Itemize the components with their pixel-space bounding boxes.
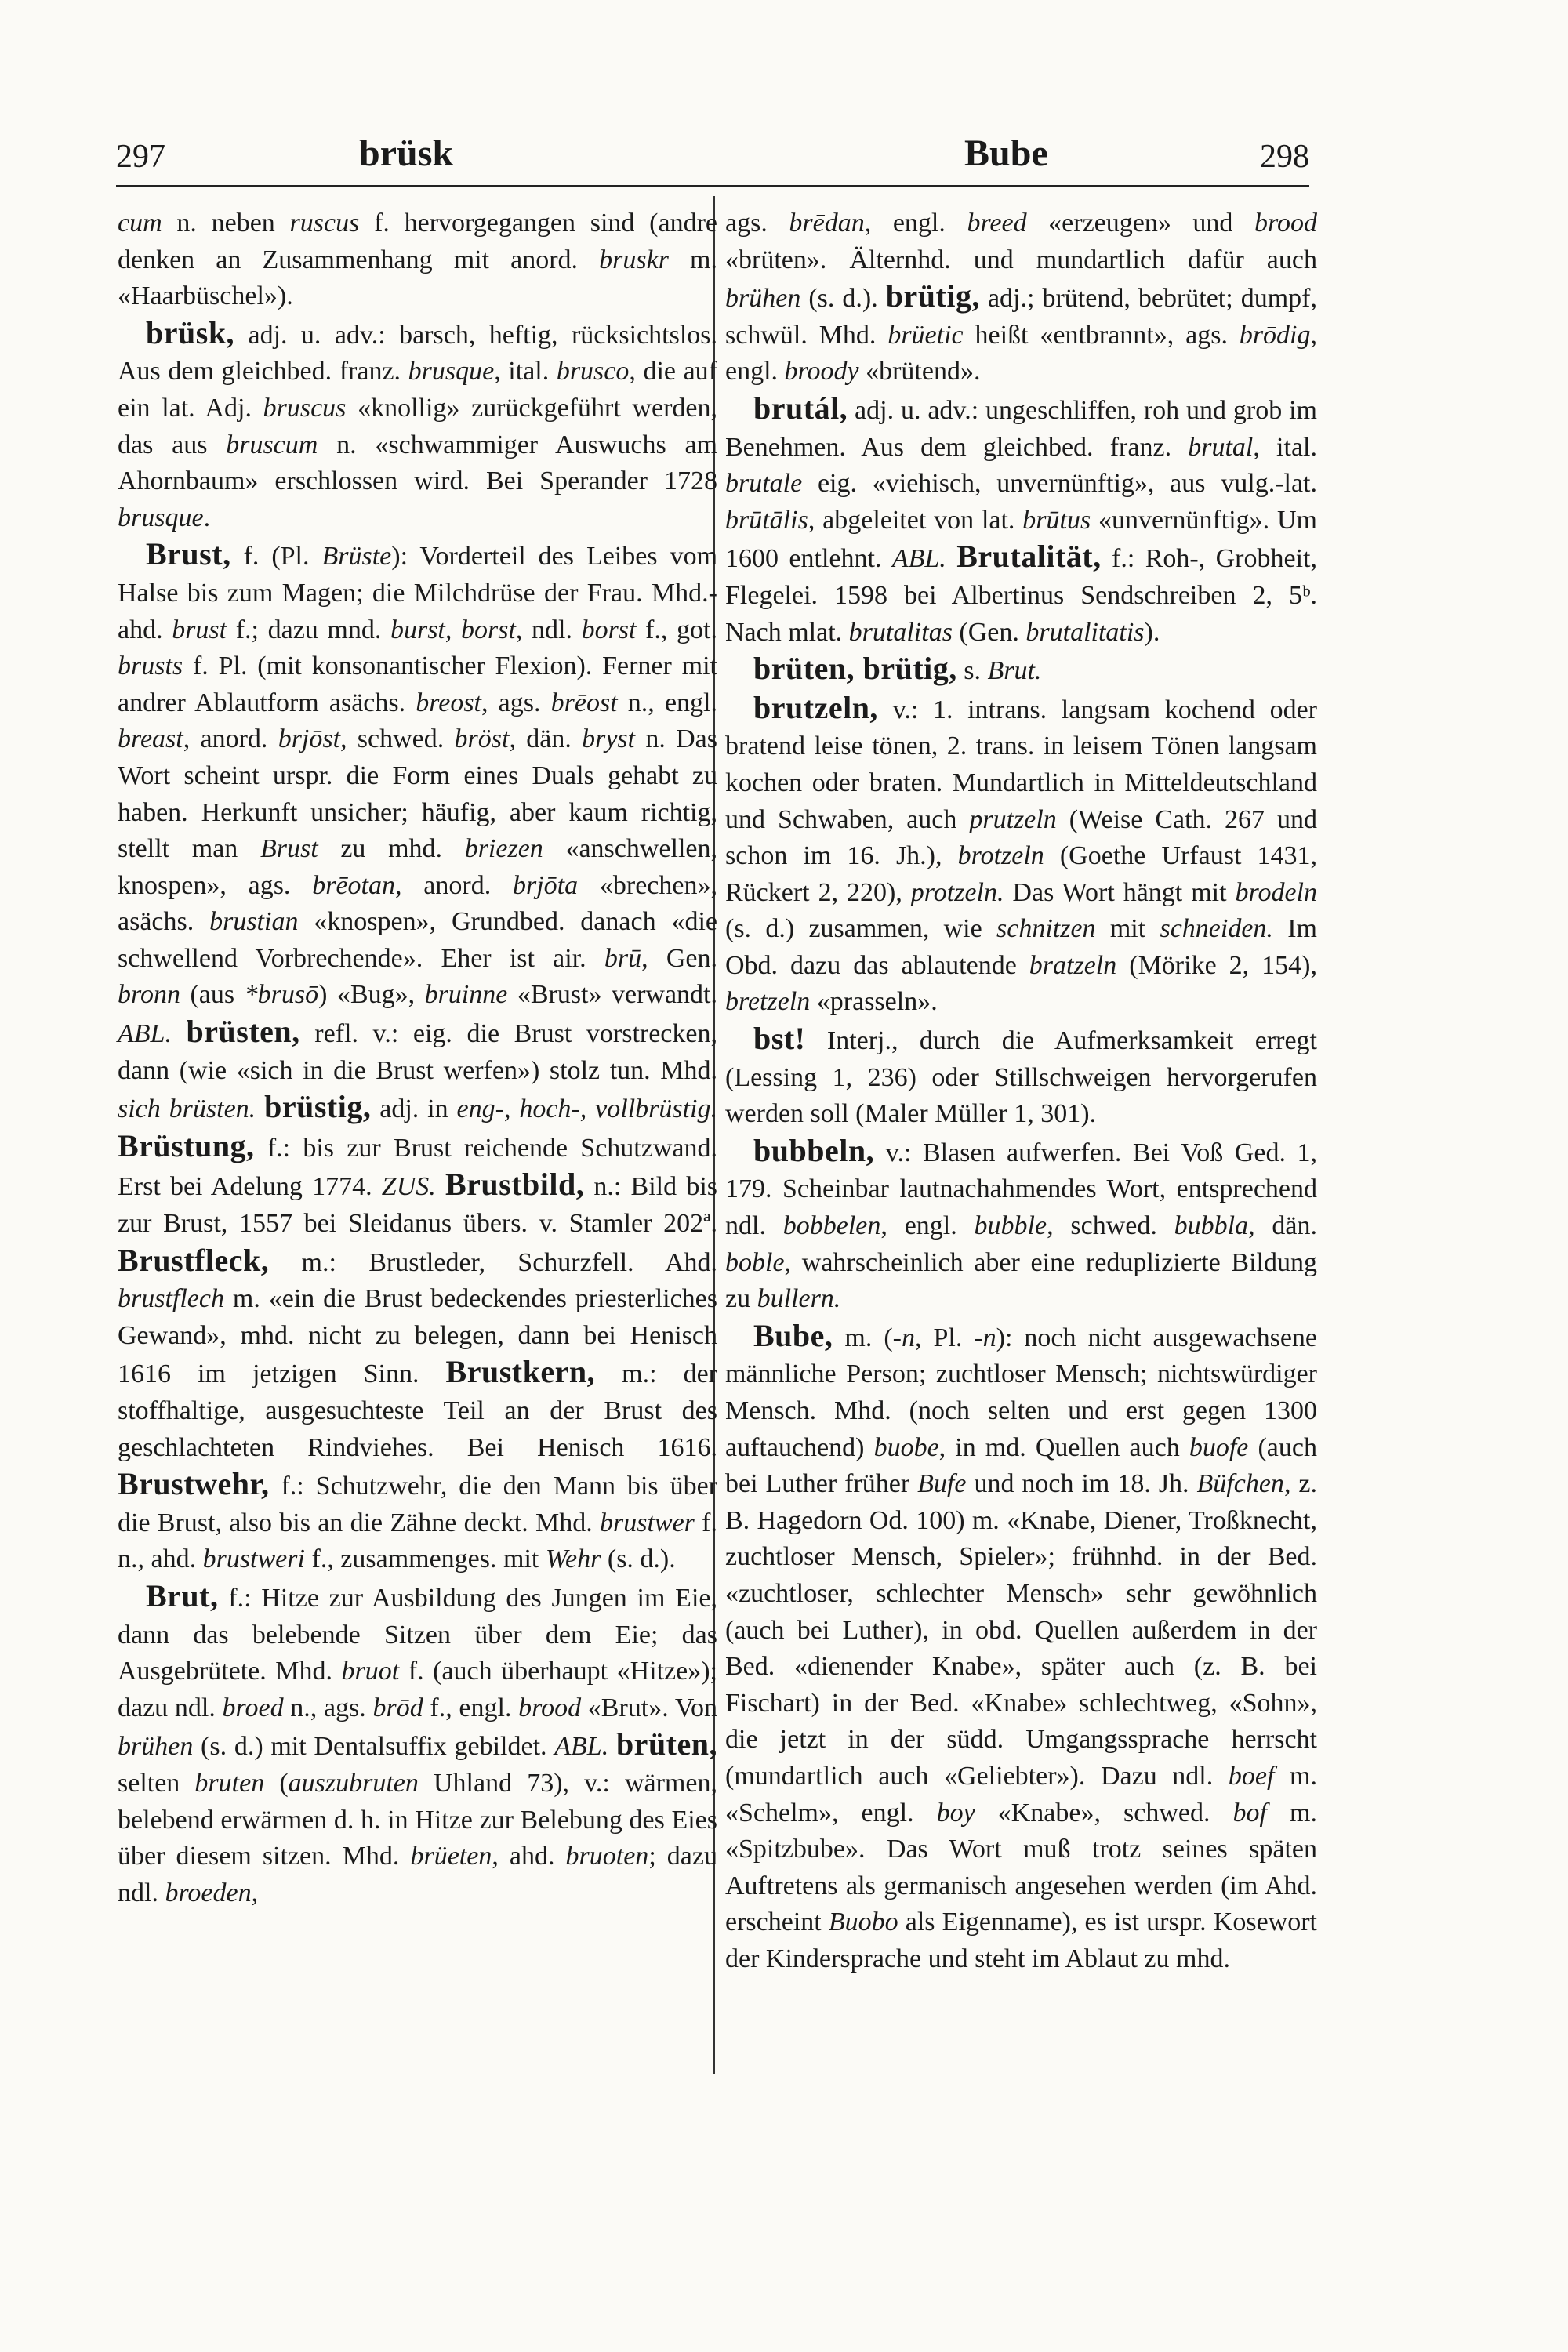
cited-form: bobbelen — [782, 1211, 881, 1241]
headword: brüten, brütig, — [753, 651, 957, 687]
definition-text: f.: Schutzwehr, die den Mann bis über die Brust, also bis an die Zähne deckt. Mhd. — [118, 1472, 717, 1537]
definition-text: ; dazu ndl. — [118, 1842, 717, 1907]
cited-form: brjōst — [278, 724, 341, 754]
definition-text: ). — [1144, 617, 1160, 647]
definition-text: , dän. — [509, 724, 583, 754]
headword: brutál, — [753, 390, 848, 426]
definition-text: ) «Bug», — [318, 980, 425, 1010]
definition-text: , engl. — [864, 209, 967, 238]
headword: brutzeln, — [753, 689, 878, 725]
cited-form: schnitzen — [996, 914, 1096, 944]
cited-form: bubble — [974, 1211, 1047, 1241]
entry-bst — [725, 1021, 1317, 1133]
definition-text: , dän. — [1248, 1211, 1317, 1241]
definition-text: , in md. Quellen auch — [938, 1432, 1189, 1462]
definition-text: m. «Haarbüschel»). — [118, 245, 717, 311]
headword: Brüstung, — [118, 1127, 255, 1163]
headword: bst! — [753, 1021, 806, 1057]
definition-text: , die auf ein lat. Adj. — [118, 357, 717, 423]
definition-text — [256, 1094, 264, 1123]
headword: Brustkern, — [445, 1354, 596, 1390]
cited-form: bronn — [118, 980, 180, 1010]
cited-form: brutalitatis — [1025, 617, 1145, 647]
definition-text: selten — [118, 1768, 195, 1798]
cited-form: breast — [118, 724, 183, 754]
definition-text: adj.; brütend, bebrütet; dumpf, schwül. Mhd. — [725, 284, 1317, 350]
cited-form: brühen — [725, 284, 801, 314]
cited-form: brūtus — [1022, 505, 1091, 535]
definition-text: adj. in — [371, 1094, 457, 1124]
definition-text: , ahd. — [492, 1842, 566, 1871]
cited-form: brust — [172, 615, 227, 644]
headword: Bube, — [753, 1317, 833, 1353]
definition-text: refl. v.: eig. die Brust vorstrecken, dann (wie «sich in die Brust werfen») stolz tun. Mhd. — [118, 1019, 717, 1085]
cited-form: bratzeln — [1029, 950, 1117, 980]
cited-form: bruinne — [424, 980, 508, 1010]
definition-text: als Eigenname), es ist urspr. Kosewort der Kindersprache und steht im Ablaut zu mhd. — [725, 1907, 1318, 1973]
definition-text: (Goethe Urfaust 1431, Rückert 2, 220), — [725, 841, 1317, 907]
definition-text — [946, 544, 956, 573]
definition-text: n.: Bild bis zur Brust, 1557 bei Sleidanus übers. v. Stamler 202ª. — [118, 1172, 717, 1239]
definition-text: Das Wort hängt mit — [1004, 877, 1236, 907]
definition-text: m. «Schelm», engl. — [725, 1761, 1317, 1828]
definition-text: (Weise Cath. 267 und schon im 16. Jh.), — [725, 804, 1317, 871]
left-column — [118, 205, 717, 1911]
definition-text: «Brust» verwandt. — [507, 980, 717, 1010]
cited-form: *brusō — [244, 980, 319, 1010]
definition-text: (s. d.) mit Dentalsuffix gebildet. — [193, 1732, 555, 1762]
headword: Brustbild, — [445, 1167, 585, 1203]
cited-form: ABL. — [554, 1732, 609, 1762]
cited-form: brüetic — [887, 320, 964, 350]
definition-text: , anord. — [183, 724, 278, 754]
definition-text: , ndl. — [515, 615, 582, 644]
headword: bubbeln, — [753, 1132, 875, 1168]
p-cum — [118, 205, 717, 315]
definition-text: (s. d.). — [800, 284, 886, 314]
definition-text: ags. — [725, 209, 789, 238]
definition-text: n. «schwammiger Auswuchs am Ahornbaum» erschlossen wird. Bei Sperander 1728 — [118, 430, 717, 496]
definition-text: «Knabe», schwed. — [975, 1798, 1233, 1828]
cited-form: brühen — [118, 1732, 194, 1762]
definition-text: f., got. — [636, 615, 717, 644]
cited-form: Bufe — [917, 1469, 967, 1499]
definition-text: f. (Pl. — [230, 542, 322, 572]
headword: Brut, — [146, 1577, 219, 1613]
cited-form: bof — [1232, 1798, 1267, 1828]
cited-form: bruscum — [226, 430, 318, 459]
cited-form: brustweri — [202, 1544, 305, 1574]
page-number-left: 297 — [116, 139, 165, 175]
definition-text: , ital. — [1253, 432, 1317, 462]
cited-form: brutale — [725, 469, 803, 499]
definition-text: «unvernünftig». Um 1600 entlehnt. — [725, 505, 1317, 574]
header-rule — [116, 185, 1309, 187]
definition-text: eig. «viehisch, unvernünftig», aus vulg.-lat. — [802, 469, 1317, 499]
cited-form: brusque — [118, 503, 204, 532]
definition-text: . — [203, 503, 211, 532]
cited-form: bullern. — [757, 1284, 841, 1314]
cited-form: ABL. — [891, 544, 946, 574]
right-column — [725, 205, 1317, 1978]
cited-form: brood — [1254, 209, 1317, 238]
definition-text: , wahrscheinlich aber eine reduplizierte Bildung zu — [725, 1247, 1317, 1314]
definition-text: , schwed. — [340, 724, 455, 754]
cited-form: briezen — [464, 834, 543, 864]
cited-form: brjōta — [512, 870, 579, 900]
definition-text: (aus — [180, 980, 245, 1010]
cited-form: protzeln. — [910, 877, 1004, 907]
cited-form: bröst — [454, 724, 510, 754]
definition-text: «brüten». Älternhd. und mundartlich dafür auch — [725, 245, 1317, 274]
cited-form: ABL. — [118, 1019, 172, 1049]
cited-form: schneiden. — [1160, 914, 1273, 944]
headword: brüsten, — [186, 1014, 300, 1050]
cited-form: borst — [581, 615, 637, 644]
definition-text: , engl. — [880, 1211, 975, 1241]
definition-text: f.: bis zur Brust reichende Schutzwand. Erst bei Adelung 1774. — [118, 1133, 717, 1202]
definition-text: «brechen», asächs. — [118, 870, 717, 937]
definition-text: n. Das Wort scheint urspr. die Form eines Duals gehabt zu haben. Herkunft unsicher; häufig, aber kaum richtig, stellt man — [118, 724, 717, 864]
definition-text — [436, 1172, 445, 1201]
definition-text: n., ags. — [283, 1693, 373, 1722]
cited-form: buobe — [873, 1432, 939, 1462]
cited-form: breed — [967, 209, 1027, 238]
definition-text: adj. u. adv.: ungeschliffen, roh und grob im Benehmen. Aus dem gleichbed. franz. — [725, 395, 1317, 462]
cited-form: Büfchen — [1196, 1469, 1284, 1499]
cited-form: Brust — [260, 834, 318, 864]
headword: Brustwehr, — [118, 1466, 270, 1502]
entry-bruesk — [118, 315, 717, 537]
cited-form: sich brüsten. — [118, 1094, 256, 1124]
headword: Brutalität, — [956, 539, 1102, 575]
definition-text: «anschwellen, knospen», ags. — [118, 834, 717, 900]
cited-form: boef — [1228, 1761, 1275, 1791]
definition-text: «brütend». — [858, 357, 981, 387]
definition-text: «knollig» zurückgeführt werden, das aus — [118, 393, 717, 459]
entry-brutzeln — [725, 690, 1317, 1021]
cited-form: bruten — [194, 1768, 265, 1798]
entry-bubbeln — [725, 1133, 1317, 1318]
page-number-right: 298 — [1260, 139, 1309, 175]
definition-text: «knospen», Grundbed. danach «die schwellend Vorbrechende». Eher ist air. — [118, 907, 717, 973]
cited-form: brutal — [1188, 432, 1254, 462]
definition-text: n. neben — [162, 209, 290, 238]
cited-form: bruscus — [263, 393, 347, 423]
cited-form: ruscus — [289, 209, 360, 238]
definition-text: (s. d.) zusammen, wie — [725, 914, 997, 944]
entry-brut — [118, 1578, 717, 1911]
headword: brüstig, — [264, 1089, 372, 1125]
cited-form: Wehr — [545, 1544, 601, 1574]
definition-text: Uhland 73), v.: wärmen, belebend erwärmen d. h. in Hitze zur Belebung des Eies über diesem sitzen. Mhd. — [118, 1768, 717, 1871]
definition-text: f. Pl. (mit konsonantischer Flexion). Ferner mit andrer Ablautform asächs. — [118, 652, 717, 717]
page-header — [116, 132, 1309, 183]
running-head-right: Bube — [964, 132, 1048, 174]
cited-form: brēdan — [789, 209, 865, 238]
cited-form: Brüste — [321, 542, 392, 572]
cited-form: cum — [118, 209, 162, 238]
definition-text: f.; dazu mnd. — [227, 615, 390, 644]
definition-text: ( — [264, 1768, 289, 1798]
definition-text: , Pl. — [915, 1323, 975, 1352]
entry-brueten-xref — [725, 651, 1317, 690]
headword: brüten, — [615, 1726, 718, 1762]
definition-text: heißt «entbrannt», ags. — [963, 320, 1240, 350]
cited-form: boy — [936, 1798, 975, 1828]
definition-text: Im Obd. dazu das ablautende — [725, 914, 1317, 980]
cited-form: brustflech — [118, 1284, 224, 1314]
cited-form: ZUS. — [381, 1172, 436, 1202]
definition-text: ): noch nicht ausgewachsene männliche Person; zuchtloser Mensch; nichtswürdiger Mensch. Mhd. (noch selten und erst gegen 1300 auftauchend) — [725, 1323, 1318, 1462]
definition-text: mit — [1095, 914, 1160, 944]
cited-form: brüeten — [410, 1842, 492, 1871]
entry-brust — [118, 536, 717, 1578]
definition-text: m. ( — [833, 1323, 893, 1352]
running-head-left: brüsk — [359, 132, 454, 174]
definition-text: ): Vorderteil des Leibes vom Halse bis zum Magen; die Milchdrüse der Frau. Mhd.-ahd. — [118, 542, 718, 644]
definition-text: , ital. — [494, 357, 557, 387]
cited-form: Buobo — [828, 1907, 898, 1937]
definition-text: v.: 1. intrans. langsam kochend oder bratend leise tönen, 2. trans. in leisem Tönen langsam kochen oder braten. Mundartlich in Mitteldeutschland und Schwaben, auch — [725, 695, 1317, 834]
cited-form: brodeln — [1235, 877, 1318, 907]
p-ags — [725, 205, 1317, 390]
cited-form: brēost — [550, 688, 618, 717]
definition-text: und noch im 18. Jh. — [966, 1469, 1197, 1499]
definition-text: (Gen. — [952, 617, 1026, 647]
definition-text: , z. B. Hagedorn Od. 100) m. «Knabe, Diener, Troßknecht, zuchtloser Mensch, Spieler»; frühnhd. in der Bed. «zuchtloser, schlechter Mensch» sehr gewöhnlich (auch bei Luther), in obd. Quellen außerdem in der Bed. «dienender Knabe», später auch (z. B. bei Fischart) in der Bed. «Knabe» schlechtweg, «Sohn», die jetzt in der südd. Umgangssprache herrscht (mundartlich auch «Geliebter»). Dazu ndl. — [725, 1469, 1318, 1791]
cited-form: brood — [518, 1693, 582, 1722]
definition-text: f.: Roh-, Grobheit, Flegelei. 1598 bei Albertinus Sendschreiben 2, 5ᵇ. Nach mlat. — [725, 544, 1317, 647]
definition-text: (auch bei Luther früher — [725, 1432, 1317, 1499]
cited-form: bretzeln — [725, 987, 811, 1017]
definition-text: f. (auch überhaupt «Hitze»); dazu ndl. — [118, 1657, 717, 1722]
definition-text: «prasseln». — [810, 987, 938, 1017]
cited-form: broed — [222, 1693, 284, 1722]
cited-form: brusco — [556, 357, 630, 387]
definition-text: m.: Brustleder, Schurzfell. Ahd. — [269, 1247, 717, 1277]
definition-text: m. «Spitzbube». Das Wort muß trotz seines späten Auftretens als germanisch angesehen werden (im Ahd. erscheint — [725, 1798, 1317, 1937]
cited-form: prutzeln — [969, 804, 1057, 834]
definition-text: zu mhd. — [318, 834, 465, 864]
definition-text: , ags. — [481, 688, 551, 717]
definition-text: (s. d.). — [601, 1544, 676, 1574]
cited-form: brotzeln — [957, 841, 1044, 871]
definition-text: m.: der stoffhaltige, ausgesuchteste Teil an der Brust des geschlachteten Rindviehes. Bei Henisch 1616. — [118, 1359, 717, 1462]
definition-text: f., engl. — [423, 1693, 519, 1722]
definition-text: f., zusammenges. mit — [304, 1544, 546, 1574]
definition-text: «erzeugen» und — [1026, 209, 1255, 238]
definition-text: n., engl. — [617, 688, 717, 717]
definition-text: v.: Blasen aufwerfen. Bei Voß Ged. 1, 179. Scheinbar lautnachahmendes Wort, entsprechend ndl. — [725, 1138, 1317, 1241]
cited-form: brūtālis — [725, 505, 808, 535]
definition-text: , engl. — [725, 320, 1318, 387]
definition-text: , abgeleitet von lat. — [808, 505, 1023, 535]
cited-form: brusts — [118, 652, 183, 681]
cited-form: eng-, hoch-, vollbrüstig. — [456, 1094, 717, 1124]
cited-form: -n — [892, 1323, 915, 1352]
definition-text: , anord. — [395, 870, 513, 900]
cited-form: brōdig — [1239, 320, 1311, 350]
cited-form: bruot — [341, 1657, 400, 1686]
definition-text: Interj., durch die Aufmerksamkeit erregt (Lessing 1, 236) oder Stillschweigen hervorgerufen werden soll (Maler Müller 1, 301). — [725, 1026, 1317, 1129]
cited-form: brusque — [408, 357, 495, 387]
cited-form: brēotan — [312, 870, 395, 900]
definition-text: (Mörike 2, 154), — [1116, 950, 1317, 980]
cited-form: Brut. — [987, 656, 1042, 686]
cited-form: auszubruten — [288, 1768, 419, 1798]
entry-bube — [725, 1318, 1317, 1978]
definition-text — [608, 1732, 616, 1761]
definition-text: f. hervorgegangen sind (andre denken an Zusammenhang mit anord. — [118, 209, 717, 274]
definition-text — [172, 1019, 187, 1048]
cited-form: breost — [416, 688, 482, 717]
headword: brütig, — [885, 278, 980, 314]
definition-text: s. — [956, 656, 988, 686]
definition-text: f. n., ahd. — [118, 1508, 717, 1574]
cited-form: brutalitas — [848, 617, 953, 647]
cited-form: brustwer — [599, 1508, 695, 1537]
cited-form: buofe — [1189, 1432, 1249, 1462]
definition-text: , Gen. — [641, 943, 717, 973]
definition-text: , schwed. — [1047, 1211, 1174, 1241]
definition-text: , — [251, 1878, 259, 1907]
cited-form: broody — [784, 357, 859, 387]
cited-form: bryst — [582, 724, 636, 754]
definition-text: m. «ein die Brust bedeckendes priesterliches Gewand», mhd. nicht zu belegen, dann bei Henisch 1616 im jetzigen Sinn. — [118, 1284, 717, 1389]
headword: Brust, — [146, 536, 231, 572]
cited-form: -n — [974, 1323, 996, 1352]
headword: brüsk, — [146, 314, 235, 350]
cited-form: brustian — [209, 907, 299, 937]
definition-text: «Brut». Von — [581, 1693, 717, 1722]
cited-form: bruoten — [565, 1842, 649, 1871]
entry-brutal — [725, 390, 1317, 651]
cited-form: bubbla — [1174, 1211, 1249, 1241]
cited-form: brū — [604, 943, 642, 973]
cited-form: bruskr — [599, 245, 669, 274]
cited-form: boble — [725, 1247, 785, 1277]
cited-form: broeden — [165, 1878, 252, 1907]
cited-form: brōd — [372, 1693, 423, 1722]
definition-text: f.: Hitze zur Ausbildung des Jungen im Eie, dann das belebende Sitzen über dem Eie; das Ausgebrütete. Mhd. — [118, 1583, 717, 1686]
headword: Brustfleck, — [118, 1242, 270, 1278]
definition-text: adj. u. adv.: barsch, heftig, rücksichtslos. Aus dem gleichbed. franz. — [118, 320, 717, 387]
cited-form: burst, borst — [390, 615, 516, 644]
